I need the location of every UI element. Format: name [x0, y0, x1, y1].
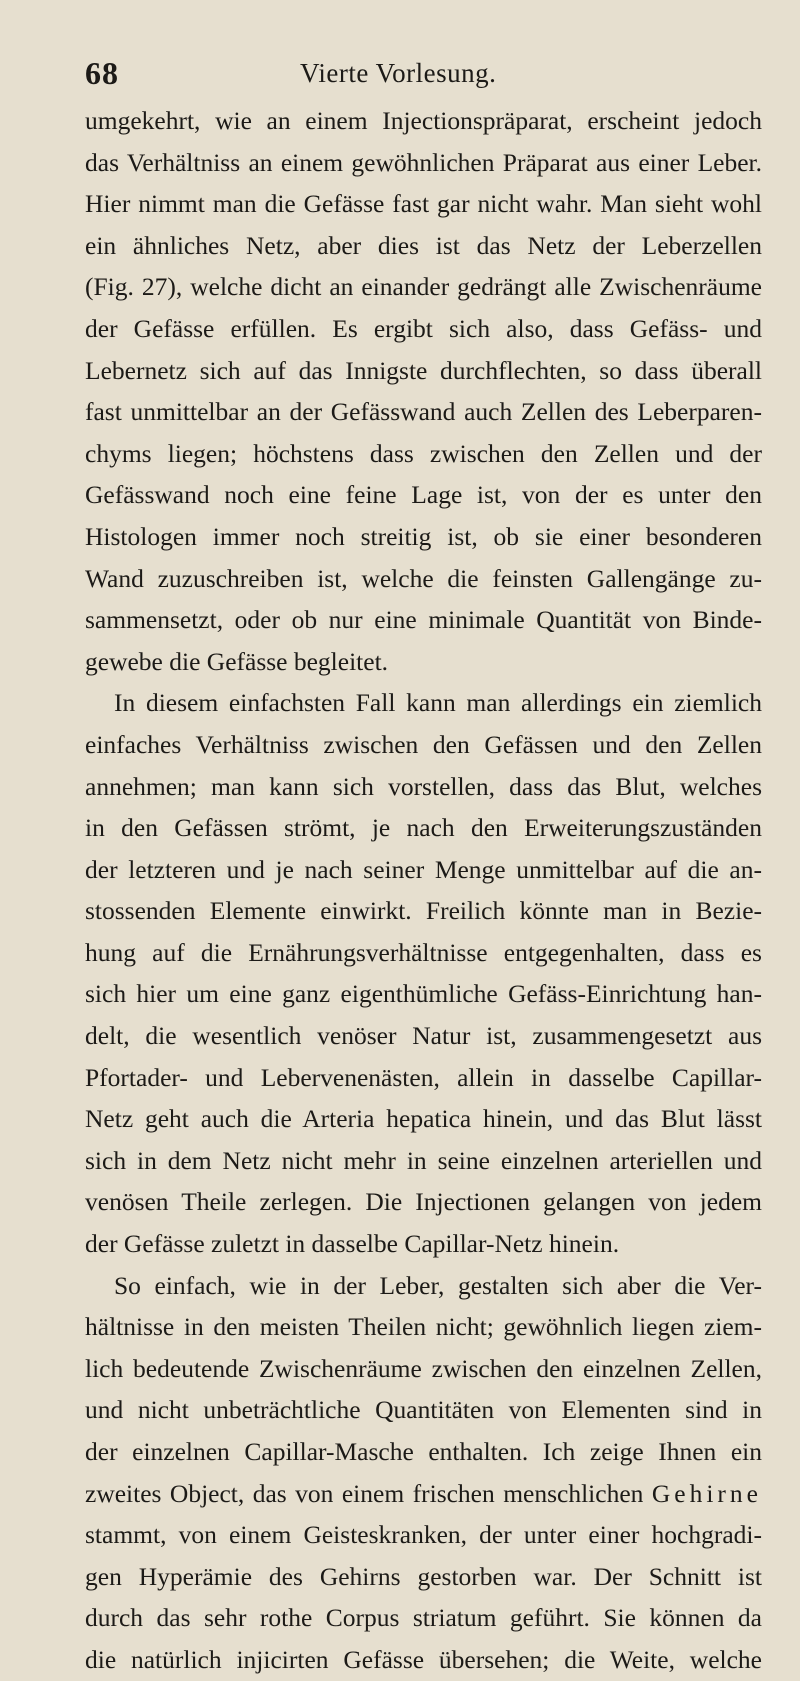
text-line-8: fast unmittelbar an der Gefässwand auch Zellen des Leberparen-	[85, 397, 762, 427]
text-line-28: der Gefässe zuletzt in dasselbe Capillar-Netz hinein.	[85, 1229, 620, 1259]
text-line-34-start: zweites Object, das von einem frischen menschlichen	[85, 1478, 652, 1508]
text-line-11: Histologen immer noch streitig ist, ob sie einer besonderen	[85, 521, 762, 551]
text-line-38: die natürlich injicirten Gefässe übersehen; die Weite, welche	[85, 1644, 762, 1674]
text-line-23: delt, die wesentlich venöser Natur ist, zusammengesetzt aus	[85, 1021, 762, 1051]
running-title: Vierte Vorlesung.	[300, 58, 497, 88]
text-line-19: der letzteren und je nach seiner Menge unmittelbar auf die an-	[85, 854, 762, 884]
text-line-26: sich in dem Netz nicht mehr in seine einzelnen arteriellen und	[85, 1145, 762, 1175]
text-line-7: Lebernetz sich auf das Innigste durchflechten, so dass überall	[85, 355, 762, 385]
text-line-33: der einzelnen Capillar-Masche enthalten. Ich zeige Ihnen ein	[85, 1437, 762, 1466]
body-text	[85, 100, 762, 1681]
text-line-4: ein ähnliches Netz, aber dies ist das Netz der Leberzellen	[85, 230, 762, 260]
text-line-3: Hier nimmt man die Gefässe fast gar nicht wahr. Man sieht wohl	[85, 189, 762, 219]
text-line-36: gen Hyperämie des Gehirns gestorben war. Der Schnitt ist	[85, 1561, 762, 1591]
text-line-15: In diesem einfachsten Fall kann man allerdings ein ziemlich	[114, 688, 762, 718]
text-line-17: annehmen; man kann sich vorstellen, dass das Blut, welches	[85, 771, 762, 801]
text-line-37: durch das sehr rothe Corpus striatum geführt. Sie können da	[85, 1603, 762, 1633]
text-line-6: der Gefässe erfüllen. Es ergibt sich also, dass Gefäss- und	[85, 313, 762, 343]
text-line-16: einfaches Verhältniss zwischen den Gefässen und den Zellen	[85, 729, 762, 759]
text-line-21: hung auf die Ernährungsverhältnisse entgegenhalten, dass es	[85, 937, 762, 967]
text-line-27: venösen Theile zerlegen. Die Injectionen gelangen von jedem	[85, 1187, 762, 1217]
text-line-25: Netz geht auch die Arteria hepatica hinein, und das Blut lässt	[85, 1104, 762, 1134]
text-line-14: gewebe die Gefässe begleitet.	[85, 646, 389, 676]
text-line-31: lich bedeutende Zwischenräume zwischen den einzelnen Zellen,	[85, 1353, 762, 1383]
text-line-2: das Verhältniss an einem gewöhnlichen Präparat aus einer Leber.	[85, 147, 762, 177]
text-line-10: Gefässwand noch eine feine Lage ist, von der es unter den	[85, 480, 762, 510]
text-line-30: hältnisse in den meisten Theilen nicht; gewöhnlich liegen ziem-	[85, 1312, 762, 1342]
text-line-34	[85, 1473, 762, 1515]
page-header	[85, 0, 762, 100]
text-line-12: Wand zuzuschreiben ist, welche die feinsten Gallengänge zu-	[85, 563, 762, 593]
text-line-1: umgekehrt, wie an einem Injectionspräparat, erscheint jedoch	[85, 106, 762, 135]
text-line-13: sammensetzt, oder ob nur eine minimale Quantität von Binde-	[85, 605, 762, 635]
text-line-24: Pfortader- und Lebervenenästen, allein in dasselbe Capillar-	[85, 1062, 762, 1092]
text-line-5: (Fig. 27), welche dicht an einander gedrängt alle Zwischenräume	[85, 272, 762, 302]
text-line-29: So einfach, wie in der Leber, gestalten sich aber die Ver-	[114, 1270, 762, 1300]
text-line-18: in den Gefässen strömt, je nach den Erweiterungszuständen	[85, 813, 762, 843]
text-line-20: stossenden Elemente einwirkt. Freilich könnte man in Bezie-	[85, 896, 762, 926]
text-line-9: chyms liegen; höchstens dass zwischen den Zellen und der	[85, 438, 762, 468]
text-line-22: sich hier um eine ganz eigenthümliche Gefäss-Einrichtung han-	[85, 979, 762, 1009]
text-line-35: stammt, von einem Geisteskranken, der unter einer hochgradi-	[85, 1520, 762, 1550]
emphasized-word-gehirne: Gehirne	[651, 1478, 762, 1508]
page-number: 68	[85, 55, 119, 91]
text-line-32: und nicht unbeträchtliche Quantitäten von Elementen sind in	[85, 1395, 762, 1425]
